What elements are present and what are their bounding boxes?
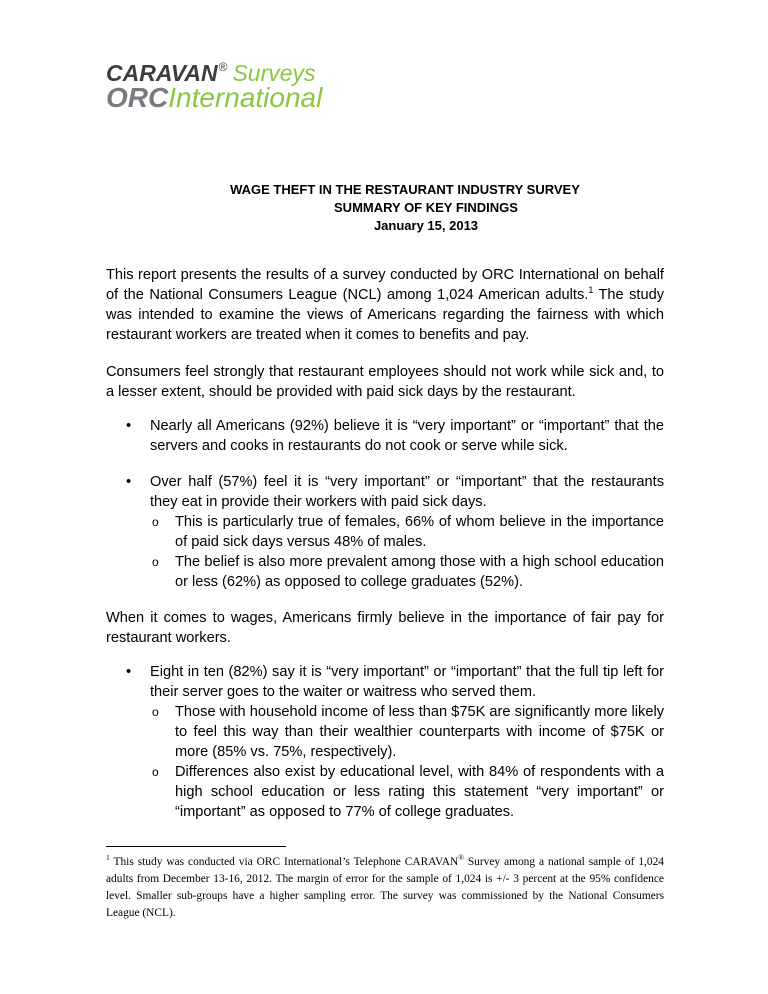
section-1-lead: Consumers feel strongly that restaurant employees should not work while sick and, to a lesser extent, should be provided with paid sick days by the restaurant. — [106, 364, 664, 400]
logo-surveys-text: Surveys — [232, 60, 316, 86]
bullet-text: Eight in ten (82%) say it is “very important” or “important” that the full tip left for their server goes to the waiter or waitress who served them. — [150, 664, 664, 700]
footnote-text-a: This study was conducted via ORC International’s Telephone CARAVAN — [109, 856, 459, 868]
footnote-reference: 1 — [588, 285, 594, 295]
logo-caravan-text: CARAVAN — [106, 60, 218, 86]
intro-paragraph — [106, 265, 664, 345]
footnote-text-b: Survey among a national sample of 1,024 adults from December 13-16, 2012. The margin of error for the sample of 1,024 is +/- 3 percent at the 95% confidence level. Smaller sub-groups have a higher sampling error. The survey was commissioned by the National Consumers League (NCL). — [106, 856, 664, 919]
title-line-1: WAGE THEFT IN THE RESTAURANT INDUSTRY SURVEY — [230, 182, 580, 197]
logo-international-text: International — [168, 82, 323, 113]
bullet-marker: • — [126, 474, 132, 490]
intro-text-a: This report presents the results of a survey conducted by ORC International on behalf of the National Consumers League (NCL) among 1,024 American adults. — [106, 267, 664, 303]
footnote-divider — [106, 846, 286, 847]
bullet-marker: • — [126, 664, 132, 680]
sub-bullet-marker: o — [152, 515, 159, 529]
bullet-text: Nearly all Americans (92%) believe it is “very important” or “important” that the servers and cooks in restaurants do not cook or serve while sick. — [150, 418, 664, 454]
list-item — [106, 472, 664, 592]
logo-registered-mark: ® — [218, 60, 228, 74]
title-date: January 15, 2013 — [373, 218, 479, 233]
sub-list-item — [150, 552, 664, 592]
footnote-registered-mark: ® — [458, 853, 464, 862]
sub-bullet-list — [150, 512, 664, 592]
bullet-text: Over half (57%) feel it is “very important” or “important” that the restaurants they eat in provide their workers with paid sick days. — [150, 474, 664, 510]
section-2-bullets — [106, 662, 664, 822]
footnote — [106, 854, 664, 922]
bullet-marker: • — [126, 418, 132, 434]
section-2-lead: When it comes to wages, Americans firmly believe in the importance of fair pay for restaurant workers. — [106, 610, 664, 646]
sub-bullet-list — [150, 702, 664, 822]
footnote-number: 1 — [106, 853, 110, 862]
sub-bullet-text: Differences also exist by educational level, with 84% of respondents with a high school education or less rating this statement “very important” or “important” as opposed to 77% of college graduates. — [175, 764, 664, 820]
sub-list-item — [150, 512, 664, 552]
sub-bullet-text: This is particularly true of females, 66% of whom believe in the importance of paid sick days versus 48% of males. — [175, 514, 664, 550]
document-title — [106, 181, 664, 235]
sub-bullet-text: The belief is also more prevalent among those with a high school education or less (62%) as opposed to college graduates (52%). — [175, 554, 664, 590]
sub-bullet-text: Those with household income of less than $75K are significantly more likely to feel this way than their wealthier counterparts with income of $75K or more (85% vs. 75%, respectively). — [175, 704, 664, 760]
title-line-2: SUMMARY OF KEY FINDINGS — [334, 200, 518, 215]
document-body — [106, 265, 664, 838]
sub-bullet-marker: o — [152, 705, 159, 719]
caravan-orc-logo — [106, 50, 366, 120]
sub-list-item — [150, 702, 664, 762]
logo-orc-text: ORC — [106, 82, 169, 113]
sub-bullet-marker: o — [152, 555, 159, 569]
sub-bullet-marker: o — [152, 765, 159, 779]
logo-orc-international — [106, 82, 322, 114]
sub-list-item — [150, 762, 664, 822]
intro-text-b: The study was intended to examine the views of Americans regarding the fairness with which restaurant workers are treated when it comes to benefits and pay. — [106, 287, 665, 343]
list-item — [106, 416, 664, 456]
section-1-bullets — [106, 416, 664, 592]
list-item — [106, 662, 664, 822]
